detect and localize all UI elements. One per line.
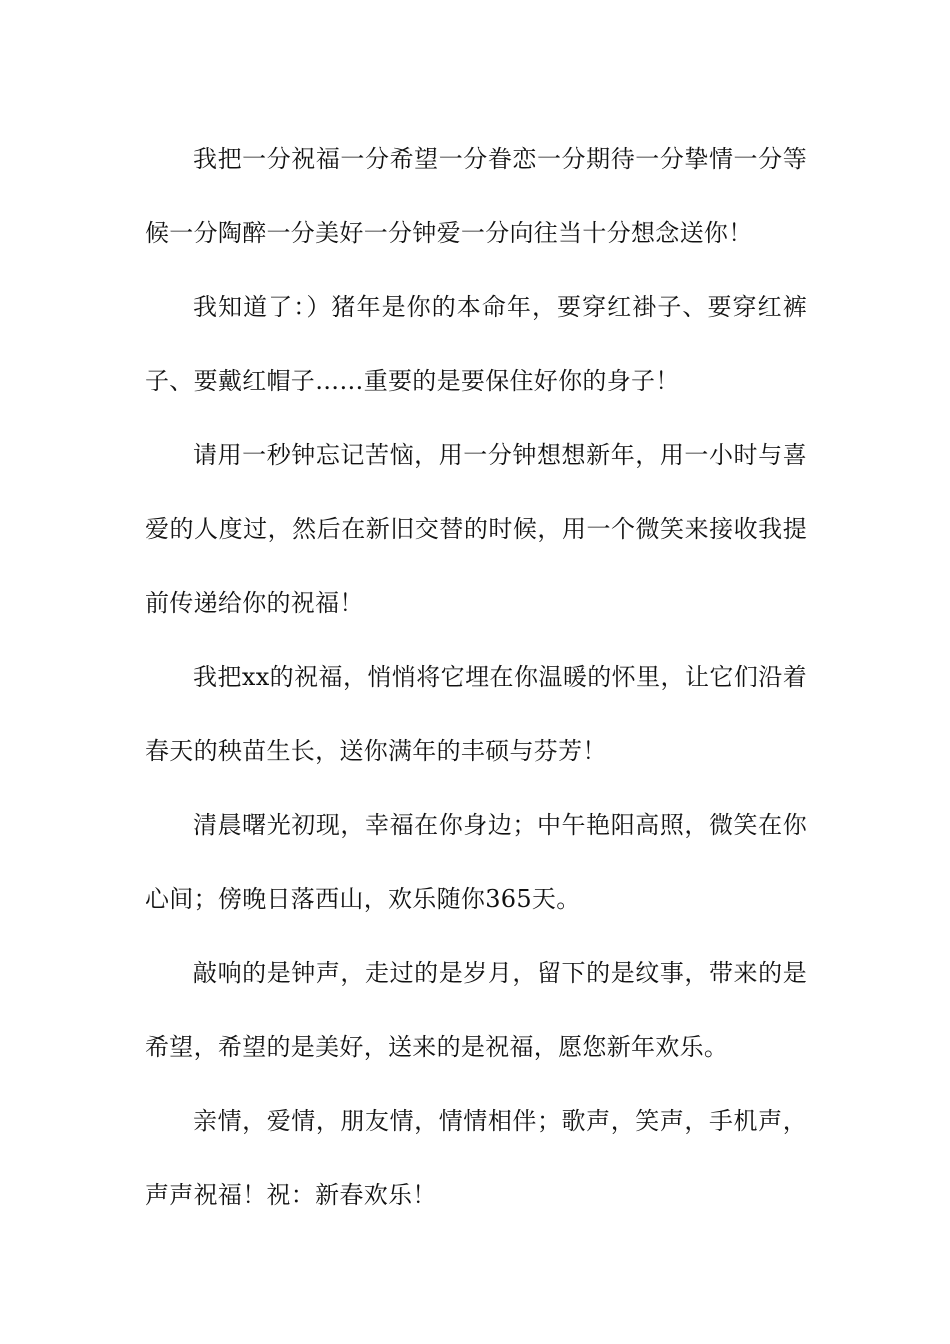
paragraph-2: 我知道了：）猪年是你的本命年，要穿红褂子、要穿红裤子、要戴红帽子……重要的是要保住好你的身子！ — [145, 293, 807, 395]
paragraph-3: 请用一秒钟忘记苦恼，用一分钟想想新年，用一小时与喜爱的人度过，然后在新旧交替的时候，用一个微笑来接收我提前传递给你的祝福！ — [145, 441, 807, 617]
paragraph-5: 清晨曙光初现，幸福在你身边；中午艳阳高照，微笑在你心间；傍晚日落西山，欢乐随你365天。 — [145, 811, 807, 913]
paragraph-4: 我把xx的祝福，悄悄将它埋在你温暖的怀里，让它们沿着春天的秧苗生长，送你满年的丰硕与芬芳！ — [145, 663, 807, 765]
paragraph-6: 敲响的是钟声，走过的是岁月，留下的是纹事，带来的是希望，希望的是美好，送来的是祝福，愿您新年欢乐。 — [145, 959, 807, 1061]
document-body — [145, 122, 807, 1232]
paragraph-1: 我把一分祝福一分希望一分眷恋一分期待一分挚情一分等候一分陶醉一分美好一分钟爱一分向往当十分想念送你！ — [145, 145, 807, 247]
paragraph-7: 亲情，爱情，朋友情，情情相伴；歌声，笑声，手机声，声声祝福！祝：新春欢乐！ — [145, 1107, 807, 1209]
